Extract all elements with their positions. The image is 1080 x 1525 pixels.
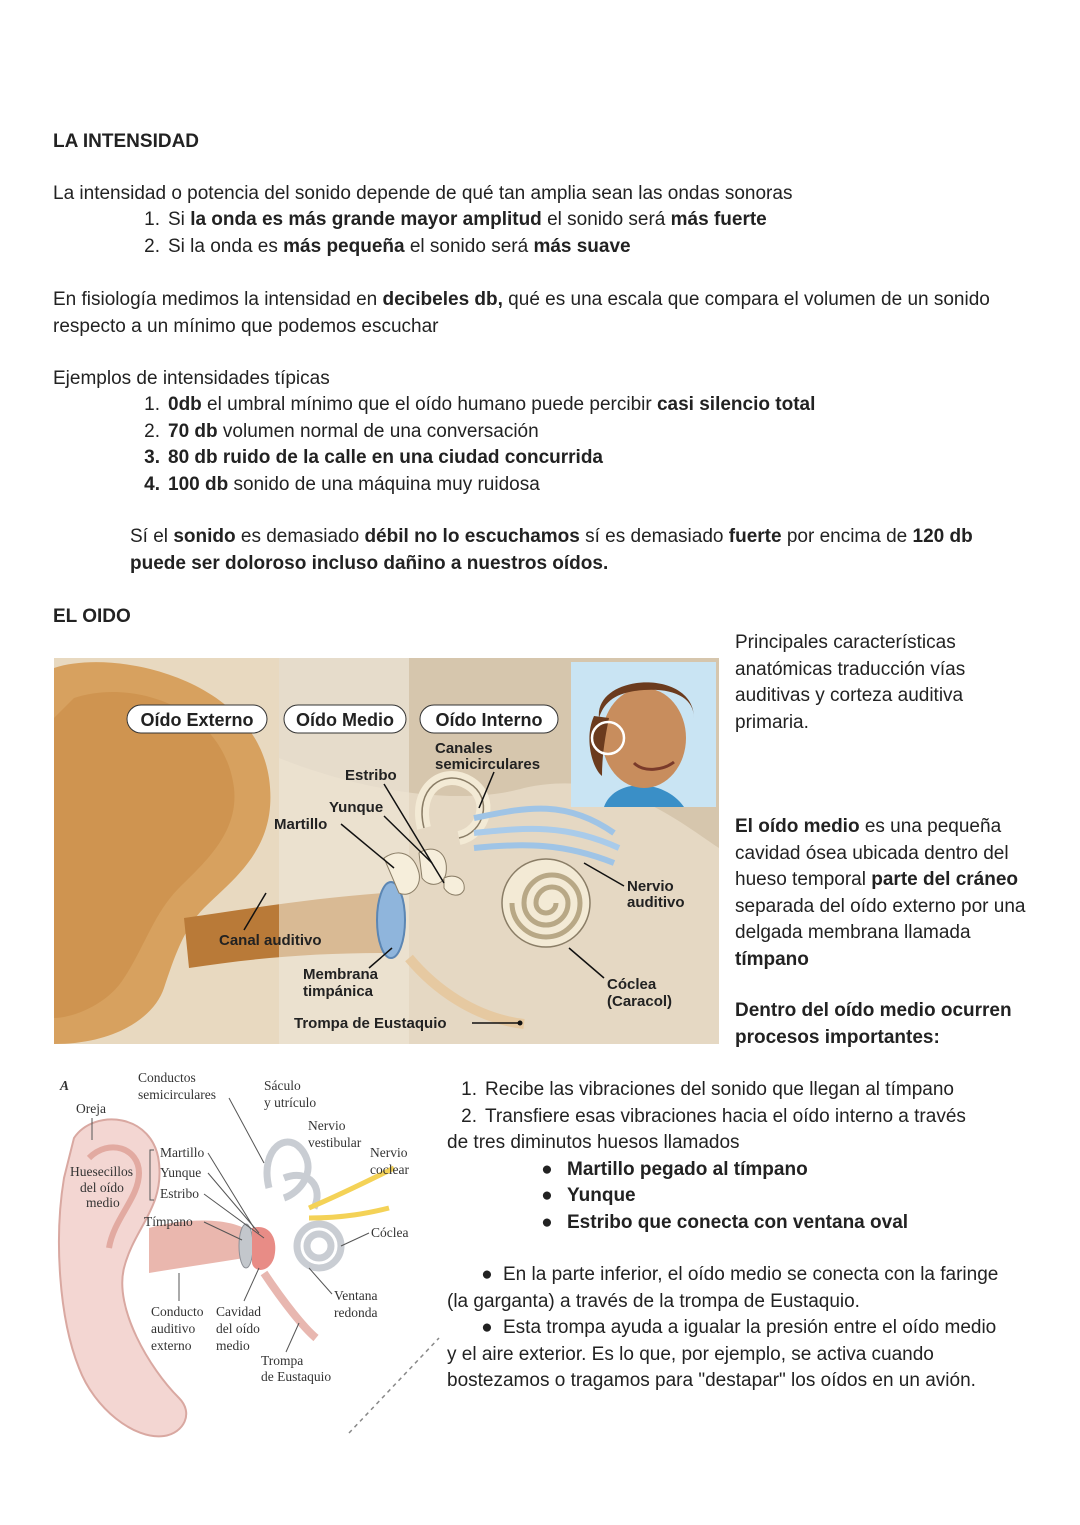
label-coclea: Cóclea xyxy=(371,1225,409,1240)
label-conducto: Conducto xyxy=(151,1304,204,1319)
label-timpano: Tímpano xyxy=(144,1214,193,1229)
label-cavidad: Cavidad xyxy=(216,1304,261,1319)
label-saculo: Sáculo xyxy=(264,1078,301,1093)
svg-text:externo: externo xyxy=(151,1338,192,1353)
examples-title: Ejemplos de intensidades típicas xyxy=(53,368,330,389)
middle-ear-description: El oído medio es una pequeña cavidad ósea ubicada dentro del hueso temporal parte del cráneo separada del oído externo por una delgada membrana llamada tímpano xyxy=(735,816,1026,970)
label-estribo: Estribo xyxy=(345,767,397,784)
processes-list: 1. Recibe las vibraciones del sonido que llegan al tímpano 2. Transfiere esas vibraciones hacia el oído interno a través de tres diminutos huesos llamados ● Martillo pegado al tímpano ● Yunque ● Estribo que conecta con ventana oval xyxy=(447,1077,1067,1236)
pill-oido-interno xyxy=(420,705,558,733)
cochlea-shape xyxy=(502,859,590,947)
pill-oido-externo xyxy=(127,705,267,733)
label-conductos: Conductos xyxy=(138,1070,196,1085)
intro-paragraph: La intensidad o potencia del sonido depende de qué tan amplia sean las ondas sonoras xyxy=(53,183,793,204)
examples-list xyxy=(130,392,815,498)
label-canales: Canales xyxy=(435,740,493,757)
warning-note: Sí el sonido es demasiado débil no lo escuchamos sí es demasiado fuerte por encima de 120 db puede ser doloroso incluso dañino a nuestros oídos. xyxy=(130,526,973,574)
list-item: 3. 80 db ruido de la calle en una ciudad concurrida xyxy=(144,447,603,468)
label-semicirculares: semicirculares xyxy=(435,756,541,773)
label-martillo: Martillo xyxy=(160,1145,205,1160)
list-item: ● Martillo pegado al tímpano xyxy=(541,1158,808,1180)
list-item: 4. 100 db sonido de una máquina muy ruidosa xyxy=(144,473,540,495)
svg-text:coclear: coclear xyxy=(370,1162,409,1177)
label-semicirculares: semicirculares xyxy=(138,1087,216,1102)
eustachian-notes: ● En la parte inferior, el oído medio se conecta con la faringe (la garganta) a través de la trompa de Eustaquio. ● Esta trompa ayuda a igualar la presión entre el oído medio y el aire exterior. Es lo que, por ejemplo, se activa cuando bostezamos o tragamos para "destapar" los oídos en un avión. xyxy=(447,1262,1067,1395)
svg-text:vestibular: vestibular xyxy=(308,1135,362,1150)
characteristics-text: Principales características anatómicas traducción vías auditivas y corteza auditiva primaria. xyxy=(735,632,966,733)
list-item: 2. Si la onda es más pequeña el sonido será más suave xyxy=(144,235,631,257)
label-coclea: Cóclea xyxy=(607,976,657,993)
ear-anatomy-sketch xyxy=(54,1068,444,1450)
list-item: ● Estribo que conecta con ventana oval xyxy=(541,1211,909,1233)
svg-text:del oído: del oído xyxy=(216,1321,260,1336)
amplitude-list xyxy=(130,207,767,260)
eustachian-shape xyxy=(264,1273,316,1338)
list-item: 1. Si la onda es más grande mayor amplitud el sonido será más fuerte xyxy=(144,209,767,230)
svg-text:Oído Interno: Oído Interno xyxy=(435,710,543,730)
label-nervio: Nervio xyxy=(627,878,674,895)
svg-text:de Eustaquio: de Eustaquio xyxy=(261,1369,332,1384)
label-martillo: Martillo xyxy=(274,816,328,833)
face-inset xyxy=(571,662,716,807)
svg-text:auditivo: auditivo xyxy=(151,1321,196,1336)
figure-letter: A xyxy=(60,1078,70,1093)
section-title-intensidad: LA INTENSIDAD xyxy=(53,131,200,152)
decibel-paragraph: En fisiología medimos la intensidad en decibeles db, qué es una escala que compara el volumen de un sonido respecto a un mínimo que podemos escuchar xyxy=(53,289,990,337)
label-huesecillos: Huesecillos xyxy=(70,1164,133,1179)
label-nervio-vestibular: Nervio xyxy=(308,1118,346,1133)
label-canal-auditivo: Canal auditivo xyxy=(219,932,322,949)
svg-text:Oído Medio: Oído Medio xyxy=(296,710,394,730)
label-caracol: (Caracol) xyxy=(607,993,673,1010)
list-item: 2. 70 db volumen normal de una conversación xyxy=(144,420,539,442)
section-title-oido: EL OIDO xyxy=(53,606,131,627)
label-timpanica: timpánica xyxy=(303,983,374,1000)
label-nervio-coclear: Nervio xyxy=(370,1145,408,1160)
label-yunque: Yunque xyxy=(160,1165,202,1180)
label-oreja: Oreja xyxy=(76,1101,106,1116)
svg-text:Oído Externo: Oído Externo xyxy=(140,710,254,730)
svg-text:del oído: del oído xyxy=(80,1180,124,1195)
label-utriculo: y utrículo xyxy=(264,1095,317,1110)
list-item: ● Esta trompa ayuda a igualar la presión entre el oído medio xyxy=(481,1317,997,1338)
list-item: ● En la parte inferior, el oído medio se conecta con la faringe xyxy=(481,1264,999,1285)
ear-anatomy-illustration xyxy=(54,658,719,1044)
label-trompa: Trompa xyxy=(261,1353,304,1368)
label-yunque: Yunque xyxy=(329,799,384,816)
label-auditivo: auditivo xyxy=(627,894,685,911)
label-estribo: Estribo xyxy=(160,1186,199,1201)
label-ventana: Ventana xyxy=(334,1288,378,1303)
pill-oido-medio xyxy=(284,705,406,733)
label-membrana: Membrana xyxy=(303,966,379,983)
list-item: 1. 0db el umbral mínimo que el oído humano puede percibir casi silencio total xyxy=(144,394,816,415)
label-trompa: Trompa de Eustaquio xyxy=(294,1015,447,1032)
inner-ear-shape xyxy=(267,1142,341,1268)
processes-title: Dentro del oído medio ocurren procesos importantes: xyxy=(735,1000,1012,1048)
list-item: ● Yunque xyxy=(541,1185,636,1206)
list-item: 2. Transfiere esas vibraciones hacia el oído interno a través xyxy=(461,1105,966,1127)
svg-text:medio: medio xyxy=(216,1338,250,1353)
list-item: 1. Recibe las vibraciones del sonido que llegan al tímpano xyxy=(461,1079,954,1100)
svg-text:medio: medio xyxy=(86,1195,120,1210)
svg-text:redonda: redonda xyxy=(334,1305,378,1320)
